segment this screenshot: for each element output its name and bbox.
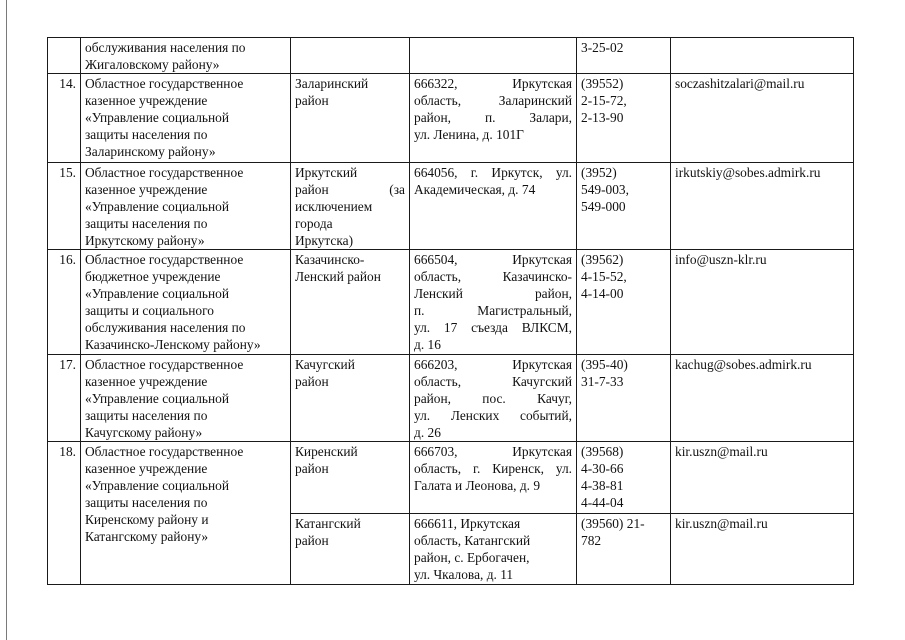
phone-line: 31-7-33 [581, 374, 624, 389]
email-cell: kir.uszn@mail.ru [671, 514, 854, 585]
org-name-line: Иркутскому району» [85, 233, 205, 248]
row-number: 15. [48, 163, 81, 250]
row-number: 18. [48, 442, 81, 585]
address-line: Галата и Леонова, д. 9 [414, 478, 541, 493]
address-cell [410, 355, 577, 442]
email-cell: kir.uszn@mail.ru [671, 442, 854, 514]
phone-cell [577, 74, 671, 163]
org-name-line: Областное государственное [85, 357, 244, 372]
address-line: область, г. Киренск, ул. [414, 461, 572, 476]
row-number: 17. [48, 355, 81, 442]
district-line: исключением [295, 199, 373, 214]
district-cell [291, 514, 410, 585]
address-line: ул. Чкалова, д. 11 [414, 567, 514, 582]
address-line: Академическая, д. 74 [414, 182, 536, 197]
district-cell [291, 163, 410, 250]
org-name-cell [81, 355, 291, 442]
address-line: 666504, Иркутская [414, 252, 572, 267]
org-name-line: Заларинскому району» [85, 144, 216, 159]
address-line: п. Магистральный, [414, 303, 572, 318]
address-cell [410, 514, 577, 585]
address-line: 666611, Иркутская [414, 516, 521, 531]
address-cell [410, 250, 577, 355]
phone-line: 4-15-52, [581, 269, 627, 284]
phone-line: (39568) [581, 444, 624, 459]
phone-cell [577, 250, 671, 355]
phone-line: 4-44-04 [581, 495, 624, 510]
row-number: 16. [48, 250, 81, 355]
district-line: Ленский район [295, 269, 381, 284]
address-line: область, Заларинский [414, 93, 572, 108]
address-line: район, пос. Качуг, [414, 391, 572, 406]
phone-line: (395-40) [581, 357, 628, 372]
district-line: Катангский [295, 516, 361, 531]
phone-cell [577, 38, 671, 74]
org-name-cell [81, 74, 291, 163]
address-line: д. 16 [414, 337, 441, 352]
phone-line: 3-25-02 [581, 40, 624, 55]
org-name-line: «Управление социальной [85, 199, 230, 214]
address-line: Ленский район, [414, 286, 572, 301]
district-line: Казачинско- [295, 252, 365, 267]
phone-line: 549-000 [581, 199, 626, 214]
org-name-line: «Управление социальной [85, 478, 230, 493]
table-row [48, 74, 854, 163]
org-name-line: Качугскому району» [85, 425, 203, 440]
org-name-line: защиты населения по [85, 127, 208, 142]
org-name-line: обслуживания населения по [85, 320, 246, 335]
phone-line: 2-13-90 [581, 110, 624, 125]
org-name-cell [81, 442, 291, 585]
org-name-line: Казачинско-Ленскому району» [85, 337, 261, 352]
phone-line: 4-30-66 [581, 461, 624, 476]
row-number: 14. [48, 74, 81, 163]
district-line: Иркутский [295, 165, 358, 180]
org-name-line: Областное государственное [85, 252, 244, 267]
phone-cell [577, 163, 671, 250]
org-name-line: Киренскому району и [85, 512, 209, 527]
email-cell: soczashitzalari@mail.ru [671, 74, 854, 163]
org-name-cell [81, 163, 291, 250]
table-row [48, 250, 854, 355]
district-line: Заларинский [295, 76, 369, 91]
district-cell [291, 355, 410, 442]
org-name-line: Областное государственное [85, 165, 244, 180]
table-row [48, 163, 854, 250]
district-line: район [295, 374, 329, 389]
org-name-line: казенное учреждение [85, 93, 208, 108]
address-line: ул. Ленских событий, [414, 408, 572, 423]
address-line: ул. Ленина, д. 101Г [414, 127, 524, 142]
phone-cell [577, 442, 671, 514]
address-line: область, Катангский [414, 533, 531, 548]
district-line: район [295, 461, 329, 476]
org-name-line: Областное государственное [85, 76, 244, 91]
org-name-line: защиты населения по [85, 408, 208, 423]
district-cell [291, 250, 410, 355]
row-number [48, 38, 81, 74]
district-cell [291, 442, 410, 514]
org-name-line: казенное учреждение [85, 182, 208, 197]
page-edge-line [6, 0, 7, 640]
address-line: район, с. Ербогачен, [414, 550, 530, 565]
phone-line: 549-003, [581, 182, 629, 197]
org-name-line: «Управление социальной [85, 110, 230, 125]
org-name-line: защиты и социального [85, 303, 214, 318]
address-line: 666703, Иркутская [414, 444, 572, 459]
address-cell [410, 442, 577, 514]
address-line: д. 26 [414, 425, 441, 440]
address-cell [410, 74, 577, 163]
phone-line: 4-38-81 [581, 478, 624, 493]
table-row [48, 355, 854, 442]
address-line: область, Качугский [414, 374, 572, 389]
email-cell [671, 38, 854, 74]
org-name-line: «Управление социальной [85, 286, 230, 301]
district-cell [291, 74, 410, 163]
address-line: 666322, Иркутская [414, 76, 572, 91]
address-line: область, Казачинско- [414, 269, 572, 284]
district-line: Качугский [295, 357, 355, 372]
address-line: район, п. Залари, [414, 110, 572, 125]
phone-line: 2-15-72, [581, 93, 627, 108]
district-line: район [295, 533, 329, 548]
district-line: район [295, 93, 329, 108]
phone-line: (39552) [581, 76, 624, 91]
org-name-line: бюджетное учреждение [85, 269, 221, 284]
email-cell: irkutskiy@sobes.admirk.ru [671, 163, 854, 250]
district-line: Киренский [295, 444, 358, 459]
email-cell: info@uszn-klr.ru [671, 250, 854, 355]
district-line: города [295, 216, 333, 231]
phone-line: (3952) [581, 165, 617, 180]
district-line: район (за [295, 182, 405, 197]
org-name-line: «Управление социальной [85, 391, 230, 406]
phone-line: (39560) 21- [581, 516, 645, 531]
org-name-cell [81, 250, 291, 355]
address-line: 664056, г. Иркутск, ул. [414, 165, 572, 180]
address-line: 666203, Иркутская [414, 357, 572, 372]
org-name-line: защиты населения по [85, 216, 208, 231]
address-cell [410, 163, 577, 250]
district-line: Иркутска) [295, 233, 354, 248]
org-name-line: Областное государственное [85, 444, 244, 459]
org-name-line: защиты населения по [85, 495, 208, 510]
org-name-line: обслуживания населения по [85, 40, 246, 55]
org-name-line: Жигаловскому району» [85, 57, 220, 72]
address-cell [410, 38, 577, 74]
table-row [48, 38, 854, 74]
institutions-table [47, 37, 854, 585]
email-cell: kachug@sobes.admirk.ru [671, 355, 854, 442]
org-name-line: Катангскому району» [85, 529, 209, 544]
table-row [48, 442, 854, 514]
district-cell [291, 38, 410, 74]
phone-line: (39562) [581, 252, 624, 267]
phone-line: 4-14-00 [581, 286, 624, 301]
org-name-line: казенное учреждение [85, 374, 208, 389]
phone-line: 782 [581, 533, 602, 548]
org-name-line: казенное учреждение [85, 461, 208, 476]
phone-cell [577, 514, 671, 585]
address-line: ул. 17 съезда ВЛКСМ, [414, 320, 572, 335]
phone-cell [577, 355, 671, 442]
org-name-cell [81, 38, 291, 74]
